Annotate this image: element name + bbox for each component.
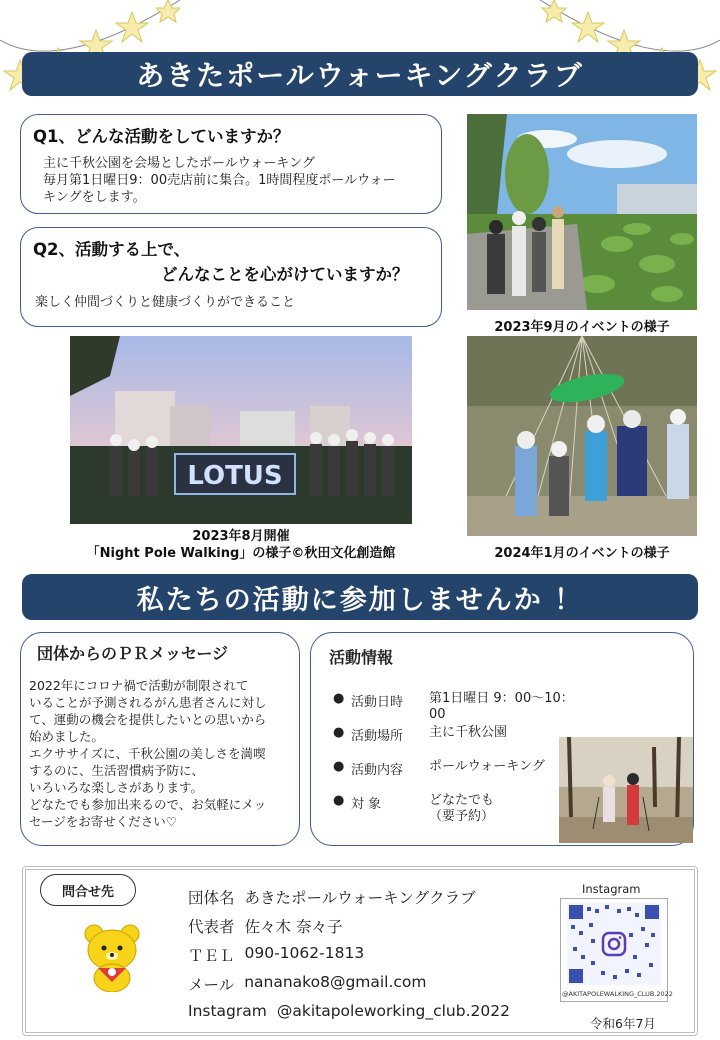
info-row-target	[333, 793, 589, 825]
info-value-line: どなたでも	[429, 793, 495, 808]
pr-line: どなたでも参加出来るので、お気軽にメッ	[29, 797, 267, 812]
contact-key: ＴＥＬ	[188, 947, 235, 965]
info-row-place	[333, 725, 589, 744]
photo-aug-2023	[70, 336, 412, 524]
q2-box	[20, 227, 442, 327]
pr-line: いることが予測されるがん患者さんに対し	[29, 695, 267, 710]
caption-aug-2023-line1: 2023年8月開催	[192, 529, 290, 544]
pr-line: 始めました。	[29, 729, 105, 744]
info-value: 第1日曜日 9：00～10：00	[429, 691, 574, 722]
pr-line: するのに、生活習慣病予防に、	[29, 763, 205, 778]
join-banner	[22, 574, 698, 620]
bullet-icon: ●	[333, 759, 345, 774]
pr-line: セージをお寄せください♡	[29, 814, 177, 829]
bear-mascot-icon	[80, 922, 144, 992]
issue-date: 令和6年7月	[590, 1016, 656, 1031]
caption-aug-2023-line2: 「Night Pole Walking」の様子©秋田文化創造館	[86, 546, 396, 561]
info-label: 活動場所	[351, 729, 404, 744]
instagram-qr-id: @AKITAPOLEWALKING_CLUB.2022	[562, 990, 673, 998]
q1-answer-line: キングをします。	[43, 190, 146, 205]
pr-line: 2022年にコロナ禍で活動が制限されて	[29, 678, 249, 693]
pr-title: 団体からのＰＲメッセージ	[37, 644, 229, 663]
caption-jan-2024: 2024年1月のイベントの様子	[494, 546, 670, 561]
photo-walkers	[559, 737, 693, 843]
q2-question-line2: どんなことを心がけていますか？	[161, 265, 409, 284]
contact-row-rep	[188, 915, 342, 937]
contact-value: nananako8@gmail.com	[244, 973, 427, 991]
contact-row-mail	[188, 973, 427, 995]
join-banner-title: 私たちの活動に参加しませんか ！	[136, 584, 584, 616]
pr-body	[29, 677, 299, 830]
contact-key: 代表者	[188, 918, 235, 936]
lotus-sign: LOTUS	[187, 461, 283, 491]
contact-value: 090-1062-1813	[244, 944, 365, 962]
activity-info-box	[310, 632, 694, 846]
q2-question-line1: Q2、活動する上で、	[33, 240, 191, 259]
pr-line: いろいろな楽しさがあります。	[29, 780, 204, 795]
info-label: 活動日時	[351, 695, 404, 710]
info-label: 対 象	[351, 797, 382, 812]
contact-value: あきたポールウォーキングクラブ	[244, 889, 476, 907]
caption-aug-2023	[70, 528, 412, 562]
bullet-icon: ●	[333, 725, 345, 740]
contact-row-tel	[188, 944, 364, 966]
bullet-icon: ●	[333, 793, 345, 808]
caption-sep-2023: 2023年9月のイベントの様子	[494, 320, 670, 335]
info-value-line: （要予約）	[429, 809, 495, 824]
q1-answer	[43, 155, 443, 206]
contact-row-org	[188, 886, 476, 908]
info-row-datetime	[333, 691, 589, 723]
photo-jan-2024	[467, 336, 697, 536]
photo-sep-2023	[467, 114, 697, 310]
qr-code-icon	[561, 899, 667, 989]
info-row-content	[333, 759, 589, 778]
pr-line: て、運動の機会を提供したいとの思いから	[29, 712, 267, 727]
q1-answer-line: 主に千秋公園を会場としたポールウォーキング	[43, 156, 315, 171]
contact-key: 団体名	[188, 889, 235, 907]
pr-message-box	[20, 632, 300, 846]
q1-answer-line: 毎月第1日曜日9：00売店前に集合。1時間程度ポールウォー	[43, 173, 396, 188]
pr-line: エクササイズに、千秋公園の美しさを満喫	[29, 746, 266, 761]
contact-box	[22, 866, 698, 1036]
contact-key: Instagram	[188, 1002, 267, 1020]
contact-key: メール	[188, 976, 235, 994]
contact-value: @akitapoleworking_club.2022	[276, 1002, 510, 1020]
instagram-label: Instagram	[582, 882, 641, 896]
q2-answer: 楽しく仲間づくりと健康づくりができること	[35, 295, 296, 310]
bullet-icon: ●	[333, 691, 345, 706]
q1-question: Q1、どんな活動をしていますか？	[33, 127, 290, 146]
page-title: あきたポールウォーキングクラブ	[136, 59, 584, 92]
page-title-banner	[22, 52, 698, 96]
contact-value: 佐々木 奈々子	[244, 918, 343, 936]
q1-box	[20, 114, 442, 214]
info-label: 活動内容	[351, 763, 404, 778]
info-value: ポールウォーキング	[429, 759, 545, 774]
contact-bubble: 問合せ先	[40, 874, 136, 906]
contact-row-instagram	[188, 1002, 510, 1020]
instagram-qr-code[interactable]	[560, 898, 673, 1002]
info-value: 主に千秋公園	[429, 725, 508, 740]
info-title: 活動情報	[329, 648, 394, 667]
